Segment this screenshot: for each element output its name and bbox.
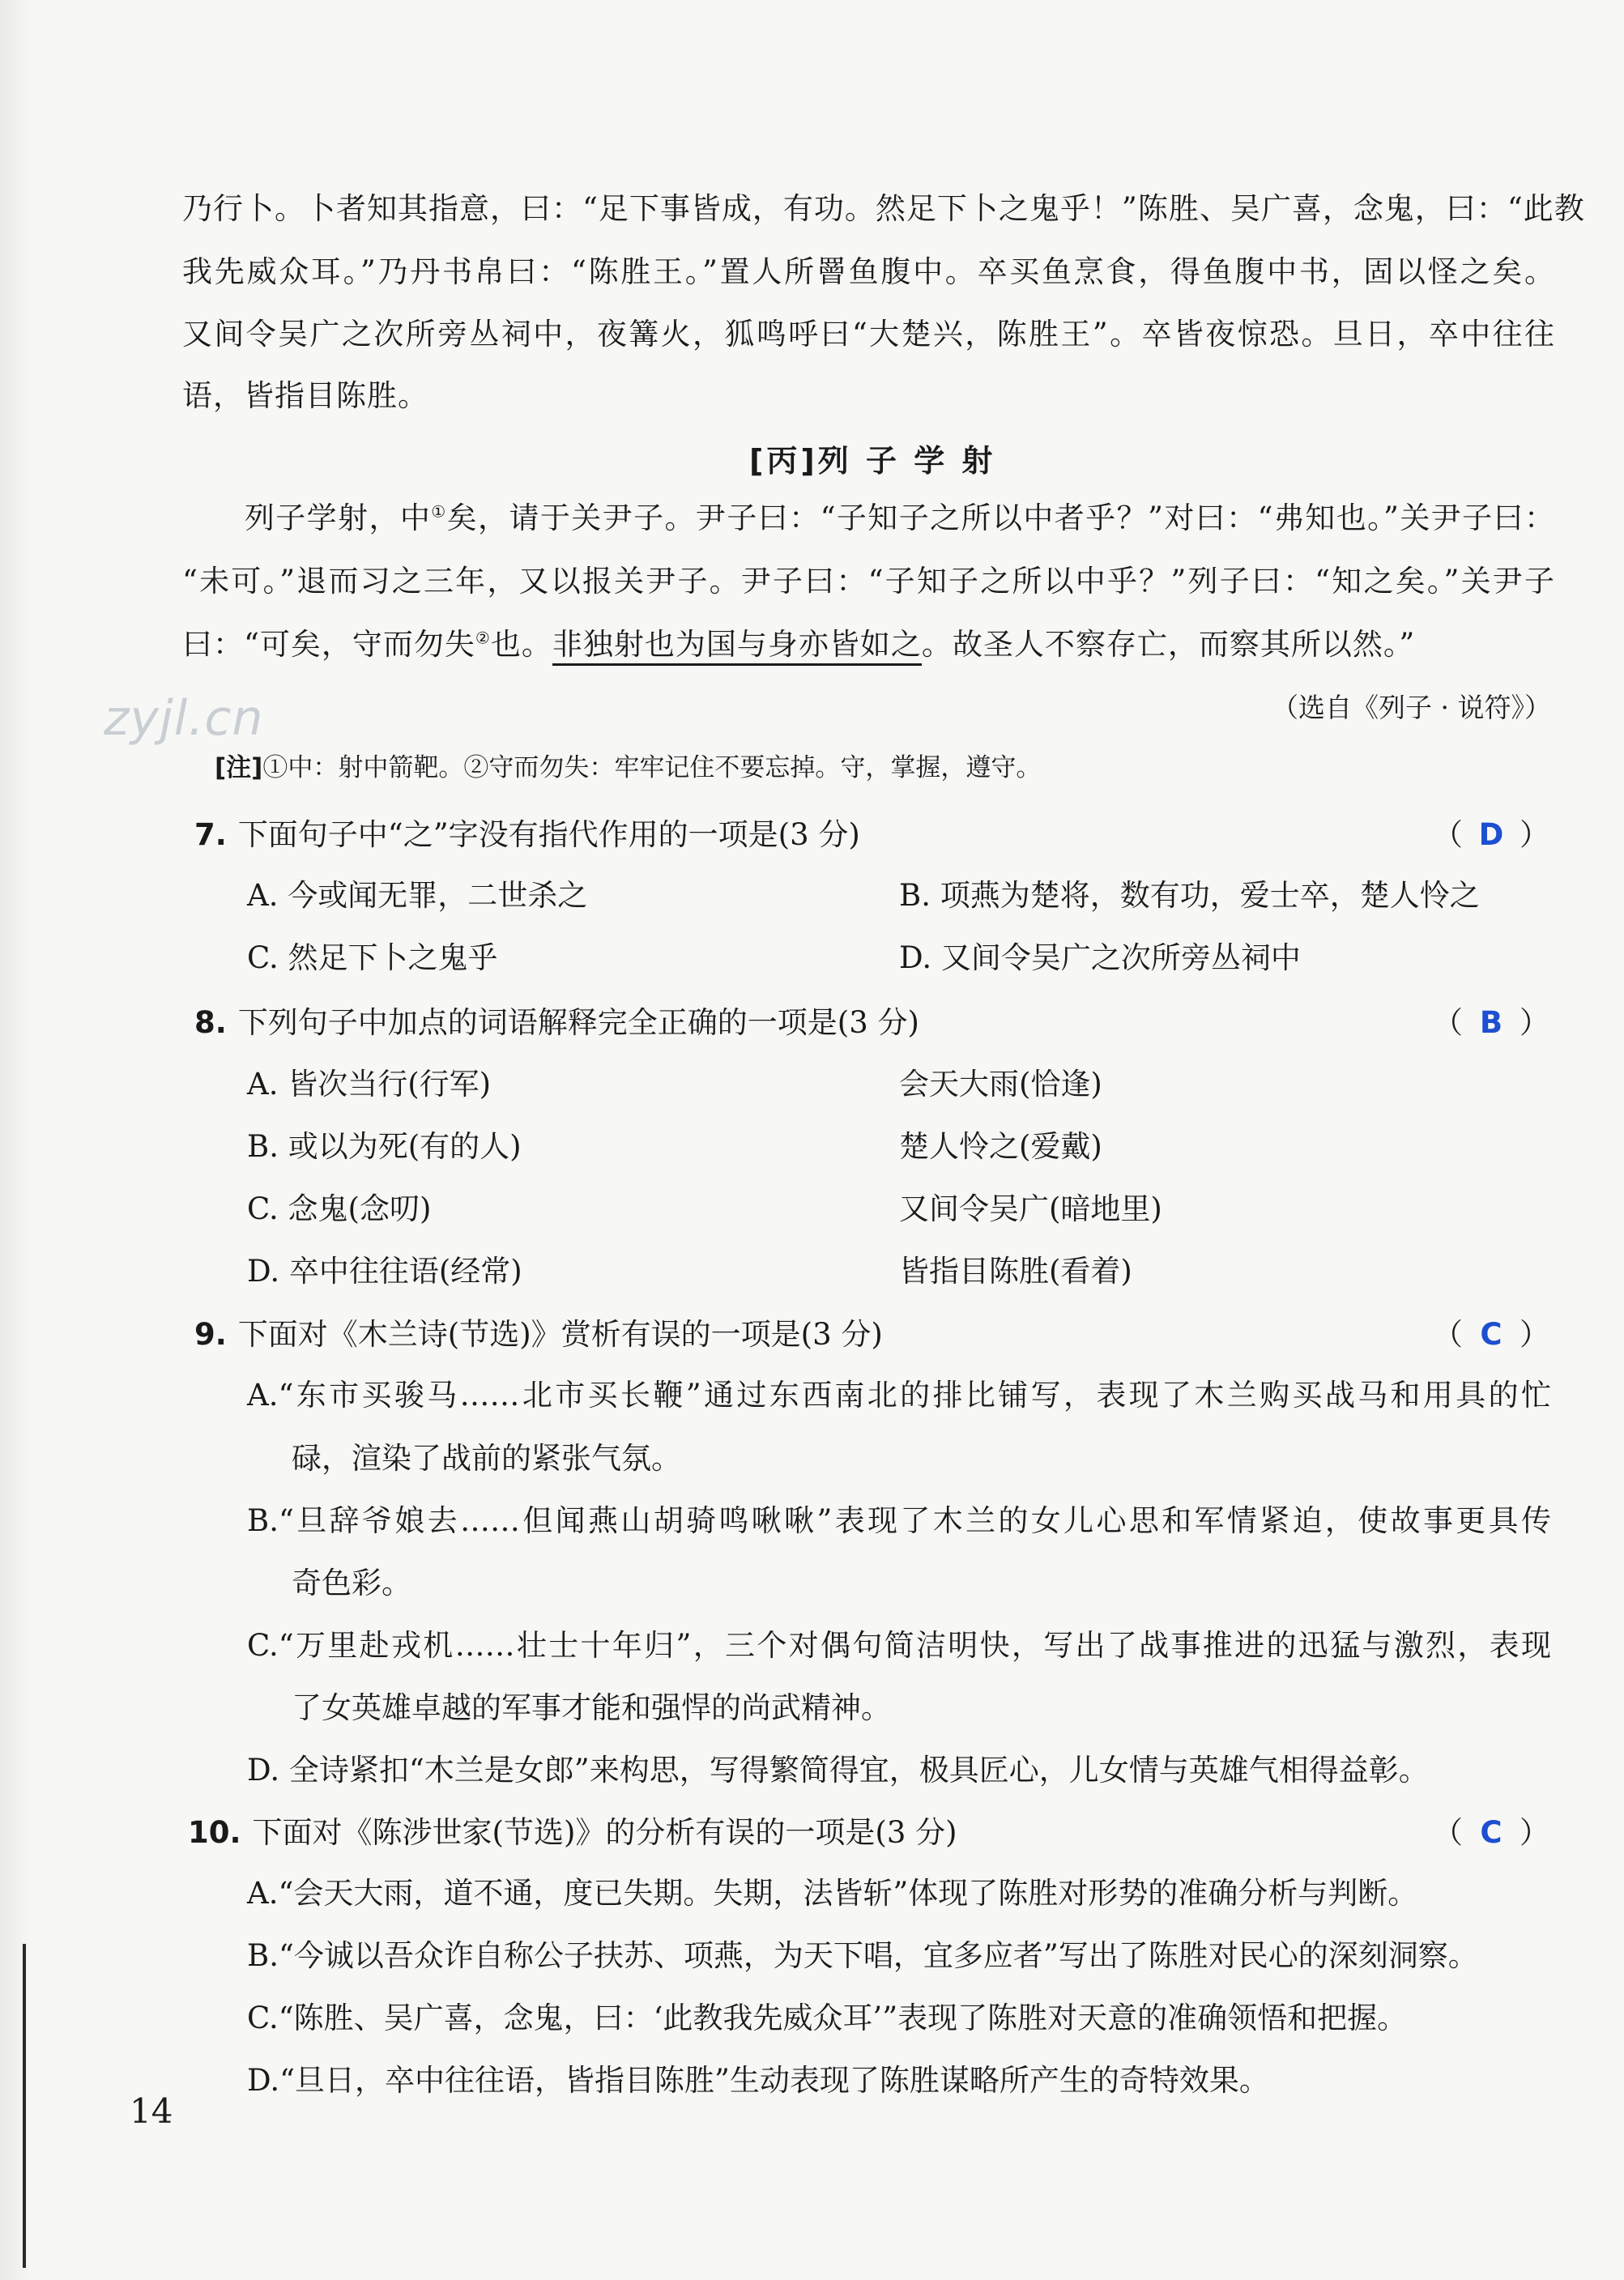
q10-option-c: C.“陈胜、吴广喜，念鬼，曰：‘此教我先威众耳’”表现了陈胜对天意的准确领悟和把握。 xyxy=(247,2001,1408,2035)
note-text: ①中：射中箭靶。②守而勿失：牢牢记住不要忘掉。守，掌握，遵守。 xyxy=(262,753,1042,782)
q10-option-d: D.“旦日，卒中往往语，皆指目陈胜”生动表现了陈胜谋略所产生的奇特效果。 xyxy=(247,2063,1269,2098)
bing-line-2: “未可。”退而习之三年，又以报关尹子。尹子曰：“子知子之所以中乎？”列子曰：“知之矣。”关尹子 xyxy=(182,564,1555,599)
handwritten-answer: D xyxy=(1478,817,1504,852)
underlined-sentence: 非独射也为国与身亦皆如之 xyxy=(552,627,922,666)
q7-option-d: D. 又间令吴广之次所旁丛祠中 xyxy=(899,940,1301,975)
page-number: 14 xyxy=(130,2091,173,2131)
paren-open: （ xyxy=(1433,1005,1463,1040)
q7-option-c: C. 然足下卜之鬼乎 xyxy=(247,940,498,975)
bing-text: 列子学射，中 xyxy=(182,501,432,535)
question-9 xyxy=(194,1310,883,1353)
q8-option-d-left: D. 卒中往往语(经常) xyxy=(247,1254,522,1289)
q9-option-a-line1: A.“东市买骏马……北市买长鞭”通过东西南北的排比铺写，表现了木兰购买战马和用具的忙 xyxy=(247,1378,1551,1413)
paren-close: ） xyxy=(1520,817,1549,852)
q8-option-c-right: 又间令吴广(暗地里) xyxy=(899,1191,1162,1226)
q8-option-d-right: 皆指目陈胜(看着) xyxy=(899,1254,1132,1289)
q10-option-a: A.“会天大雨，道不通，度已失期。失期，法皆斩”体现了陈胜对形势的准确分析与判断。 xyxy=(247,1876,1418,1911)
question-7 xyxy=(194,810,860,854)
bing-text: 曰：“可矣，守而勿失 xyxy=(182,627,475,662)
passage-line-4: 语，皆指目陈胜。 xyxy=(182,378,428,413)
q9-option-d: D. 全诗紧扣“木兰是女郎”来构思，写得繁简得宜，极具匠心，儿女情与英雄气相得益彰。 xyxy=(247,1753,1429,1788)
bing-text: 。故圣人不察存亡，而察其所以然。” xyxy=(921,627,1416,662)
q8-option-a-left: A. 皆次当行(行军) xyxy=(247,1067,492,1102)
handwritten-answer: B xyxy=(1479,1005,1503,1040)
question-stem: 下列句子中加点的词语解释完全正确的一项是(3 分) xyxy=(237,1005,919,1040)
bing-text: 矣，请于关尹子。尹子曰：“子知子之所以中者乎？”对曰：“弗知也。”关尹子曰： xyxy=(446,501,1555,535)
q9-option-a-line2: 碌，渲染了战前的紧张气氛。 xyxy=(292,1441,681,1476)
question-10 xyxy=(188,1808,957,1852)
answer-slot-10 xyxy=(1433,1808,1549,1852)
question-number: 10. xyxy=(188,1815,241,1850)
question-8 xyxy=(194,998,919,1042)
passage-line-1: 乃行卜。卜者知其指意，曰：“足下事皆成，有功。然足下卜之鬼乎！”陈胜、吴广喜，念鬼，曰：“此教 xyxy=(182,191,1585,226)
question-stem: 下面对《木兰诗(节选)》赏析有误的一项是(3 分) xyxy=(237,1317,883,1352)
bing-line-3 xyxy=(182,624,1555,666)
question-number: 8. xyxy=(194,1005,227,1040)
watermark-logo: zyjl.cn xyxy=(104,690,264,747)
answer-slot-9 xyxy=(1433,1310,1549,1353)
q7-option-b: B. 项燕为楚将，数有功，爱士卒，楚人怜之 xyxy=(899,878,1480,913)
handwritten-answer: C xyxy=(1480,1815,1503,1850)
question-stem: 下面句子中“之”字没有指代作用的一项是(3 分) xyxy=(237,817,860,852)
q9-option-c-line2: 了女英雄卓越的军事才能和强悍的尚武精神。 xyxy=(292,1690,891,1725)
source-citation: （选自《列子 · 说符》） xyxy=(1272,692,1551,723)
paren-close: ） xyxy=(1520,1815,1549,1850)
q10-option-b: B.“今诚以吾众诈自称公子扶苏、项燕，为天下唱，宜多应者”写出了陈胜对民心的深刻洞察。 xyxy=(247,1938,1478,1973)
q8-option-c-left: C. 念鬼(念叨) xyxy=(247,1191,432,1226)
q9-option-c-line1: C.“万里赴戎机……壮士十年归”，三个对偶句简洁明快，写出了战事推进的迅猛与激烈，表现 xyxy=(247,1628,1551,1663)
q9-option-b-line2: 奇色彩。 xyxy=(292,1566,411,1600)
q8-option-b-right: 楚人怜之(爱戴) xyxy=(899,1129,1102,1164)
note-label: [注] xyxy=(215,753,263,782)
q8-option-a-right: 会天大雨(恰逢) xyxy=(899,1067,1102,1102)
bing-line-1 xyxy=(182,497,1555,539)
paren-open: （ xyxy=(1433,817,1463,852)
q8-option-b-left: B. 或以为死(有的人) xyxy=(247,1129,522,1164)
question-number: 9. xyxy=(194,1317,227,1352)
passage-line-3: 又间令吴广之次所旁丛祠中，夜篝火，狐鸣呼曰“大楚兴，陈胜王”。卒皆夜惊恐。旦日，卒中往往 xyxy=(182,317,1555,352)
page-edge-shadow xyxy=(0,0,31,2280)
handwritten-answer: C xyxy=(1480,1317,1503,1352)
q7-option-a: A. 今或闻无罪，二世杀之 xyxy=(247,878,588,913)
binding-line xyxy=(23,1944,26,2268)
answer-slot-7 xyxy=(1433,810,1549,854)
bing-text: 也。 xyxy=(490,627,552,662)
q9-option-b-line1: B.“旦辞爷娘去……但闻燕山胡骑鸣啾啾”表现了木兰的女儿心思和军情紧迫，使故事更具传 xyxy=(247,1503,1551,1538)
annotation-note xyxy=(215,747,1041,783)
paren-open: （ xyxy=(1433,1815,1463,1850)
footnote-marker-1: ① xyxy=(431,501,447,522)
section-title-bing: [丙]列 子 学 射 xyxy=(749,443,996,479)
paren-close: ） xyxy=(1520,1005,1549,1040)
answer-slot-8 xyxy=(1433,998,1549,1042)
question-stem: 下面对《陈涉世家(节选)》的分析有误的一项是(3 分) xyxy=(252,1815,957,1850)
paren-open: （ xyxy=(1433,1317,1463,1352)
question-number: 7. xyxy=(194,817,227,852)
passage-line-2: 我先威众耳。”乃丹书帛曰：“陈胜王。”置人所罾鱼腹中。卒买鱼烹食，得鱼腹中书，固以怪之矣。 xyxy=(182,254,1555,289)
paren-close: ） xyxy=(1520,1317,1549,1352)
footnote-marker-2: ② xyxy=(475,628,491,648)
